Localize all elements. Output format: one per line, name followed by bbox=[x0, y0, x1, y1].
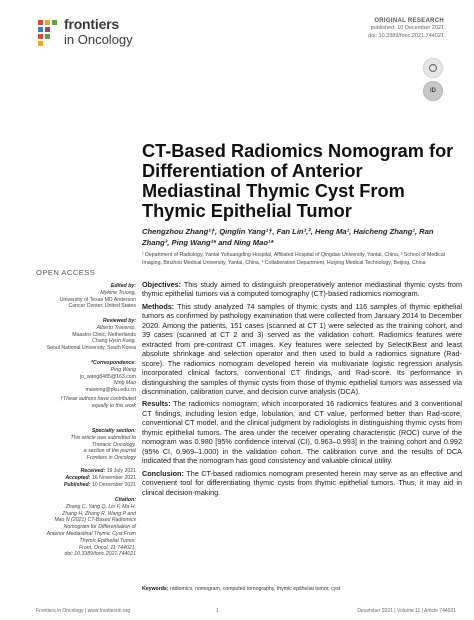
keywords bbox=[142, 586, 462, 592]
article-type: ORIGINAL RESEARCH bbox=[374, 18, 444, 24]
abstract-results bbox=[142, 399, 462, 465]
page-number: 1 bbox=[216, 608, 219, 614]
corr-name: Ning Mao bbox=[113, 380, 136, 387]
received-date bbox=[36, 468, 136, 475]
conclusion-label: Conclusion: bbox=[142, 468, 184, 478]
citation-doi[interactable]: doi: 10.3389/fonc.2021.744021 bbox=[64, 551, 136, 558]
citation-line: Thymic Epithelial Tumor. bbox=[79, 537, 136, 544]
page-footer bbox=[36, 608, 456, 614]
citation-line: Anterior Mediastinal Thymic Cyst From bbox=[46, 530, 136, 537]
frontiers-logo-icon bbox=[36, 18, 60, 46]
author-list[interactable]: Chengzhou Zhang¹†, Qinglin Yang¹†, Fan Lin¹,², Heng Ma¹, Haicheng Zhang¹, Ran Zhang³, Ping Wang¹* and Ning Mao¹* bbox=[142, 227, 434, 247]
reviewer-line: Chang Hyun Kang, bbox=[92, 338, 136, 345]
objectives-label: Objectives: bbox=[142, 280, 182, 289]
objectives-text: This study aimed to distinguish preoperatively anterior mediastinal thymic cysts from thymic epithelial tumors via a computed tomography (CT)-based radiomics nomogram. bbox=[142, 280, 462, 299]
published-date: published: 10 December 2021 bbox=[370, 25, 444, 31]
editor-line: Cancer Center, United States bbox=[68, 303, 136, 310]
corr-email[interactable]: maoning@pku.edu.cn bbox=[85, 387, 136, 394]
citation-label: Citation: bbox=[114, 497, 136, 503]
citation-line: Zhang C, Yang Q, Lin F, Ma H, bbox=[65, 503, 136, 510]
conclusion-text: The CT-based radiomics nomogram presented herein may serve as an effective and convenient tool for differentiating thymic cysts from thymic epithelial tumors. Thus, it may aid in clinical decision-making. bbox=[142, 468, 462, 497]
article-badges bbox=[422, 58, 444, 104]
edited-by-label: Edited by: bbox=[110, 283, 136, 289]
article-meta bbox=[368, 18, 444, 40]
reviewed-by-label: Reviewed by: bbox=[102, 318, 136, 324]
citation-line: Front. Oncol. 11:744021. bbox=[78, 544, 136, 551]
specialty-line: This article was submitted to bbox=[70, 434, 136, 441]
specialty-line: Frontiers in Oncology bbox=[86, 455, 136, 462]
doi-link[interactable]: doi: 10.3389/fonc.2021.744021 bbox=[368, 33, 444, 39]
orcid-icon[interactable]: iD bbox=[423, 81, 443, 101]
correspondence bbox=[36, 360, 136, 410]
logo-brand: frontiers bbox=[64, 16, 119, 32]
specialty-label: Specialty section: bbox=[91, 428, 136, 434]
published-date-side bbox=[36, 482, 136, 489]
published-value: 10 December 2021 bbox=[91, 481, 136, 488]
refresh-icon bbox=[428, 63, 438, 73]
corr-email[interactable]: jo_wang8485@163.com bbox=[79, 373, 136, 380]
citation-line: Zhang H, Zhang R, Wang P and bbox=[62, 510, 136, 517]
abstract-methods bbox=[142, 302, 462, 397]
received-value: 19 July 2021 bbox=[106, 468, 136, 474]
check-for-updates-icon[interactable] bbox=[423, 58, 443, 78]
accepted-label: Accepted: bbox=[65, 474, 91, 481]
methods-text: This study analyzed 74 samples of thymic cysts and 116 samples of thymic epithelial tumors as confirmed by pathology examination that were collected from January 2014 to December 2020. Among the patients, 151 cases (scanned at CT 1) were selected as the training cohort, and 39 cases (scanned at CT 2 and 3) served as the validation cohort. Radiomics features were extracted from pre-contrast CT images. Key features were selected by SelectKBest and least absolute shrinkage and selection operator and then used to build a radiomics signature (Rad-score). The radiomics nomogram developed herein via multivariate logistic regression analysis incorporated clinical factors, conventional CT findings, and Rad-score. Its performance in distinguishing the samples of thymic cysts from those of thymic epithelial tumors was assessed via discrimination, calibration curve, and decision curve analysis (DCA). bbox=[142, 301, 463, 396]
published-label: Published: bbox=[63, 481, 91, 488]
reviewed-by bbox=[36, 318, 136, 352]
citation-line: Nomogram for Differentiation of bbox=[63, 524, 136, 531]
logo-journal: in Oncology bbox=[64, 32, 133, 47]
editor-line: Mylene Truong, bbox=[100, 289, 136, 296]
footer-volume: December 2021 | Volume 11 | Article 744021 bbox=[357, 608, 456, 614]
dates bbox=[36, 468, 136, 488]
editor-line: University of Texas MD Anderson bbox=[59, 296, 136, 303]
specialty-line: a section of the journal bbox=[83, 448, 136, 455]
abstract-conclusion bbox=[142, 469, 462, 497]
edited-by bbox=[36, 283, 136, 310]
abstract bbox=[142, 280, 462, 500]
results-text: The radiomics nomogram, which incorporated 16 radiomics features and 3 conventional CT findings, including lesion edge, lobulation, and CT value, performed better than Rad-score, conventional CT model, and the clinical judgment by radiologists in distinguishing thymic cysts from thymic epithelial tumors. The area under the receiver operating characteristic (ROC) curve of the nomogram was 0.980 [95% confidence interval (CI), 0.963–0.993] in the training cohort and 0.992 (95% CI, 0.969–1.000) in the validation cohort. The calibration curve and the results of DCA indicated that the nomogram has good consistency and valuable clinical utility. bbox=[142, 399, 462, 466]
abstract-objectives bbox=[142, 280, 462, 299]
equal-contrib-note: †These authors have contributed bbox=[60, 395, 136, 402]
specialty-section bbox=[36, 428, 136, 462]
methods-label: Methods: bbox=[142, 301, 175, 311]
corr-name: Ping Wang bbox=[110, 366, 136, 373]
accepted-value: 16 November 2021 bbox=[91, 474, 136, 481]
accepted-date bbox=[36, 475, 136, 482]
received-label: Received: bbox=[80, 468, 106, 474]
reviewer-line: Seoul National University, South Korea bbox=[46, 345, 136, 352]
citation-line: Mao N (2021) CT-Based Radiomics bbox=[54, 517, 136, 524]
results-label: Results: bbox=[142, 399, 171, 409]
reviewer-line: Maastro Clinic, Netherlands bbox=[72, 331, 136, 338]
citation bbox=[36, 497, 136, 558]
equal-contrib-note: equally to this work bbox=[91, 402, 136, 409]
specialty-line: Thoracic Oncology, bbox=[91, 441, 136, 448]
keywords-text: radiomics, nomogram, computed tomography, thymic epithelial tumor, cyst bbox=[169, 586, 341, 592]
reviewer-line: Alberto Traverso, bbox=[96, 324, 136, 331]
affiliations: ¹ Department of Radiology, Yantai Yuhuangding Hospital, Affiliated Hospital of Qingdao University, Yantai, China, ² School of Medical Imaging, Binzhou Medical University, Yantai, China, ³ Collaboration Department, Huiying Medical Technology, Beijing, China bbox=[142, 252, 445, 266]
correspondence-label: *Correspondence: bbox=[91, 360, 136, 366]
article-title: CT-Based Radiomics Nomogram for Differentiation of Anterior Mediastinal Thymic Cyst From Thymic Epithelial Tumor bbox=[142, 141, 454, 221]
footer-journal[interactable]: Frontiers in Oncology | www.frontiersin.org bbox=[36, 608, 131, 614]
open-access-label: OPEN ACCESS bbox=[36, 268, 96, 277]
journal-logo[interactable] bbox=[36, 16, 186, 52]
keywords-label: Keywords: bbox=[142, 586, 169, 592]
